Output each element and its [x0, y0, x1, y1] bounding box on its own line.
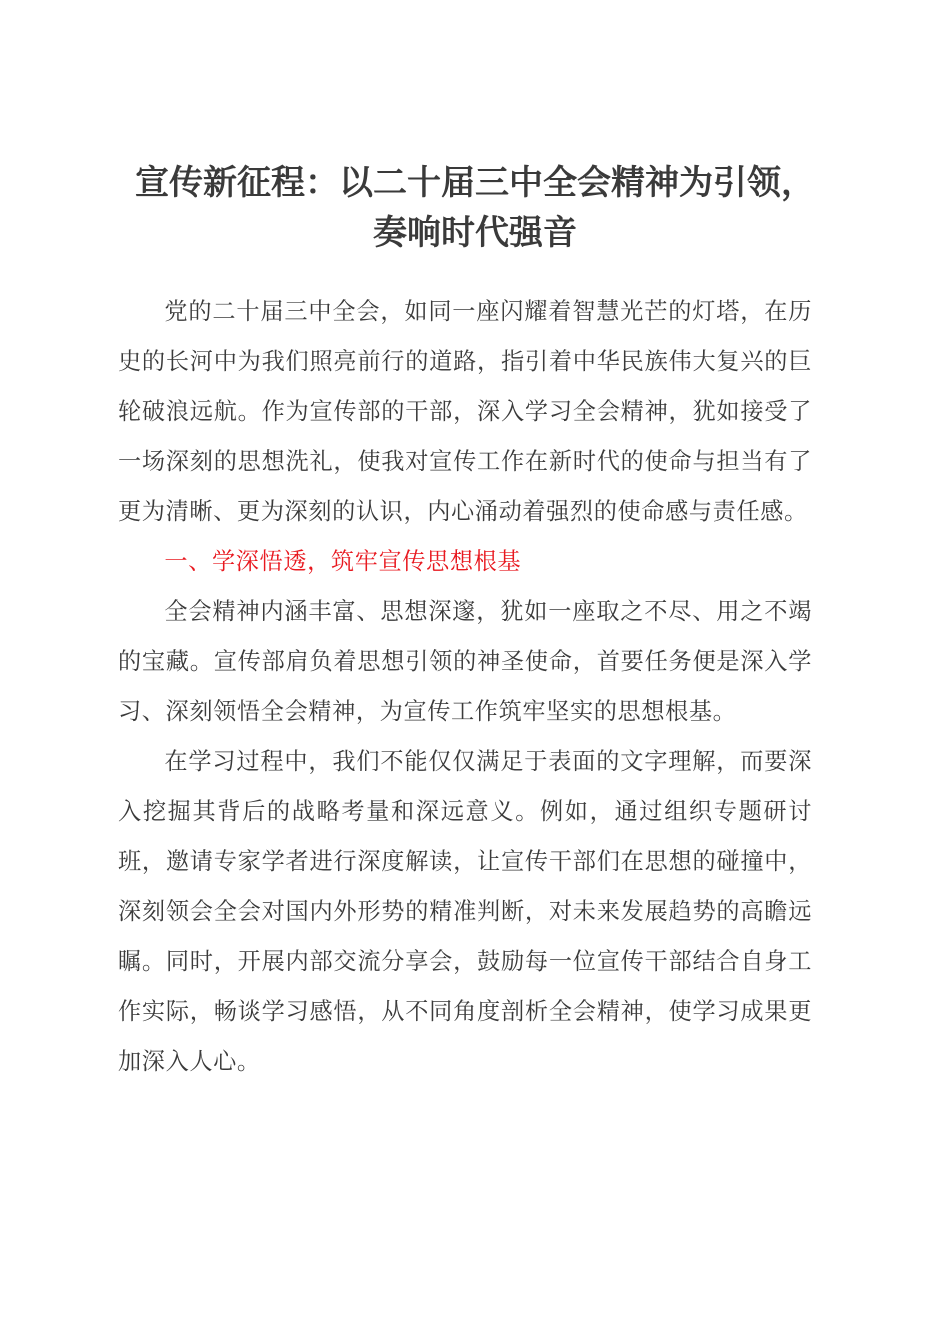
title-line-2: 奏响时代强音 [373, 213, 577, 253]
document-body [118, 287, 812, 1087]
section-heading-1: 一、学深悟透，筑牢宣传思想根基 [164, 548, 522, 575]
title-line-1: 宣传新征程：以二十届三中全会精神为引领， [135, 163, 815, 203]
intro-paragraph: 党的二十届三中全会，如同一座闪耀着智慧光芒的灯塔，在历史的长河中为我们照亮前行的道路，指引着中华民族伟大复兴的巨轮破浪远航。作为宣传部的干部，深入学习全会精神，犹如接受了一场深刻的思想洗礼，使我对宣传工作在新时代的使命与担当有了更为清晰、更为深刻的认识，内心涌动着强烈的使命感与责任感。 [118, 298, 812, 525]
section1-paragraph-2: 在学习过程中，我们不能仅仅满足于表面的文字理解，而要深入挖掘其背后的战略考量和深远意义。例如，通过组织专题研讨班，邀请专家学者进行深度解读，让宣传干部们在思想的碰撞中，深刻领会全会对国内外形势的精准判断，对未来发展趋势的高瞻远瞩。同时，开展内部交流分享会，鼓励每一位宣传干部结合自身工作实际，畅谈学习感悟，从不同角度剖析全会精神，使学习成果更加深入人心。 [118, 748, 812, 1075]
document-title [100, 158, 850, 258]
section1-paragraph-1: 全会精神内涵丰富、思想深邃，犹如一座取之不尽、用之不竭的宝藏。宣传部肩负着思想引领的神圣使命，首要任务便是深入学习、深刻领悟全会精神，为宣传工作筑牢坚实的思想根基。 [118, 598, 812, 725]
